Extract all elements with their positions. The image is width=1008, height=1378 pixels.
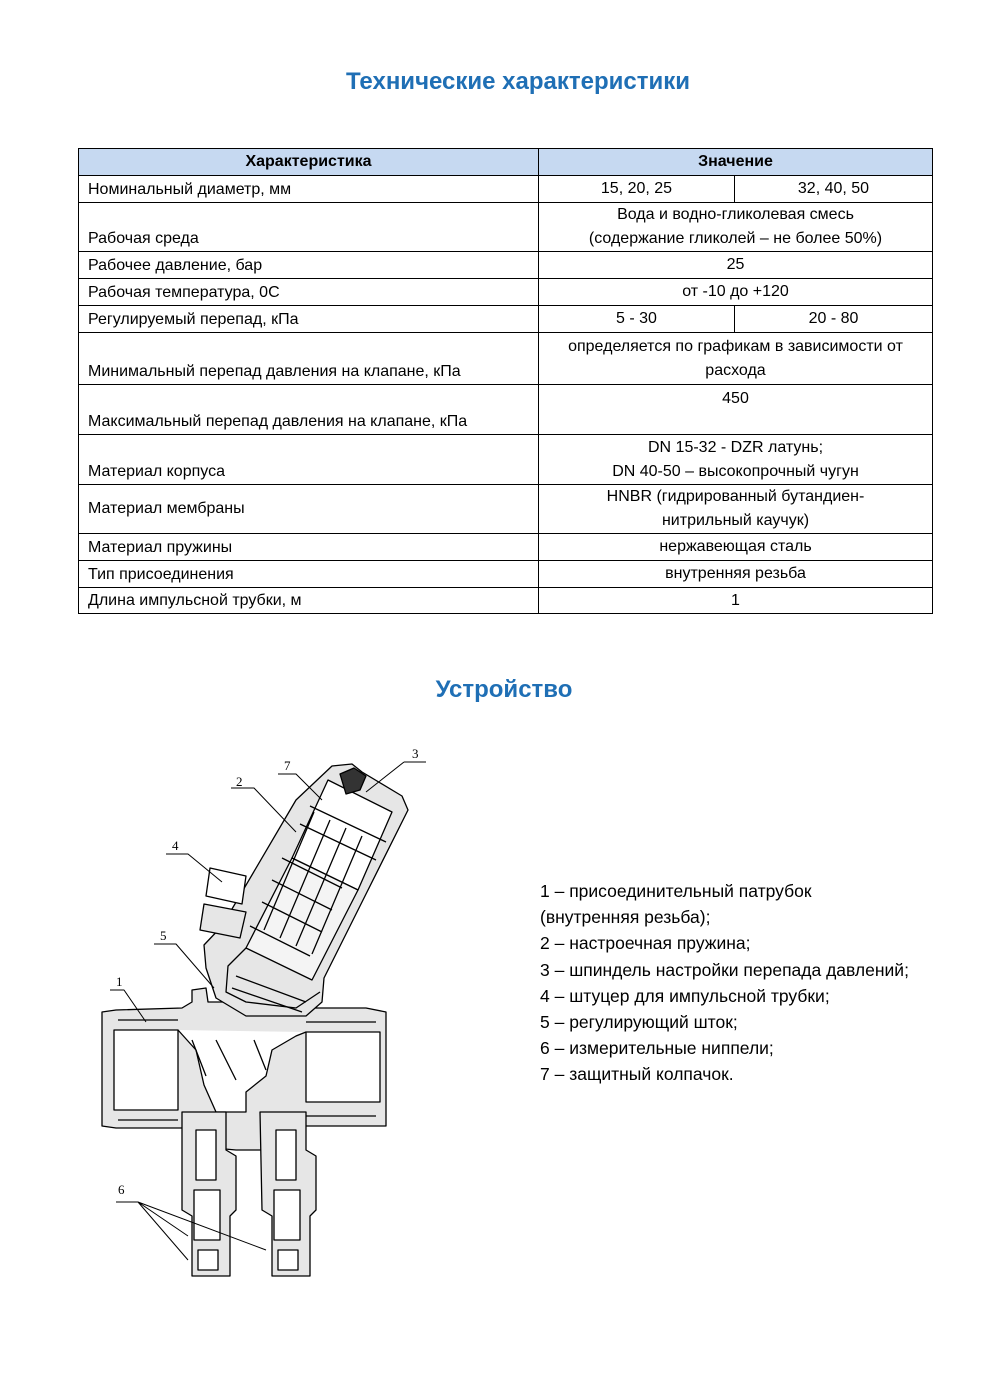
table-header-row <box>79 149 933 176</box>
value-line: Вода и водно-гликолевая смесь <box>617 206 854 223</box>
row-label: Рабочая среда <box>79 203 539 252</box>
value-line: расхода <box>705 361 766 379</box>
column-header-characteristic: Характеристика <box>79 149 539 176</box>
legend-item: 1 – присоединительный патрубок <box>540 881 812 901</box>
row-value: 1 <box>539 588 933 614</box>
row-value: нержавеющая сталь <box>539 534 933 561</box>
legend-item: (внутренняя резьба); <box>540 907 711 928</box>
value-line: (содержание гликолей – не более 50%) <box>588 230 883 247</box>
value-line: DN 15-32 - DZR латунь; <box>647 438 824 456</box>
table-row <box>79 252 933 279</box>
row-value: 32, 40, 50 <box>735 176 933 203</box>
row-label: Тип присоединения <box>79 561 539 588</box>
row-label: Материал мембраны <box>79 485 539 534</box>
row-label: Материал пружины <box>79 534 539 561</box>
table-row <box>79 306 933 333</box>
callout-4: 4 <box>172 838 179 853</box>
value-line: DN 40-50 – высокопрочный чугун <box>612 462 859 480</box>
impulse-tube-fitting <box>200 868 246 938</box>
callout-3: 3 <box>412 746 419 761</box>
table-row <box>79 176 933 203</box>
row-value <box>539 435 933 485</box>
row-label: Рабочая температура, 0С <box>79 279 539 306</box>
value-line: нитрильный каучук) <box>661 512 810 529</box>
legend-item: 7 – защитный колпачок. <box>540 1064 734 1085</box>
callout-5: 5 <box>160 928 167 943</box>
row-value: 450 <box>539 385 933 435</box>
callout-1: 1 <box>116 974 123 989</box>
valve-cross-section-drawing <box>96 740 436 1288</box>
row-label: Материал корпуса <box>79 435 539 485</box>
legend-item: 4 – штуцер для импульсной трубки; <box>540 985 830 1006</box>
table-row <box>79 534 933 561</box>
parts-legend <box>540 878 909 1088</box>
legend-item: 3 – шпиндель настройки перепада давлений; <box>540 959 909 980</box>
table-row <box>79 333 933 385</box>
legend-item: 6 – измерительные ниппели; <box>540 1038 774 1059</box>
row-value: 25 <box>539 252 933 279</box>
row-label: Регулируемый перепад, кПа <box>79 306 539 333</box>
specs-heading: Технические характеристики <box>345 68 691 95</box>
row-label: Рабочее давление, бар <box>79 252 539 279</box>
row-value <box>539 203 933 252</box>
row-label: Длина импульсной трубки, м <box>79 588 539 614</box>
device-heading: Устройство <box>435 676 573 703</box>
column-header-value: Значение <box>539 149 933 176</box>
table-row <box>79 485 933 534</box>
row-value: 15, 20, 25 <box>539 176 735 203</box>
value-line: определяется по графикам в зависимости от <box>568 337 903 355</box>
callout-2: 2 <box>236 774 243 789</box>
value-line: HNBR (гидрированный бутандиен- <box>606 488 865 505</box>
row-value: 20 - 80 <box>735 306 933 333</box>
row-label: Максимальный перепад давления на клапане, кПа <box>79 385 539 435</box>
legend-item: 5 – регулирующий шток; <box>540 1012 738 1033</box>
row-value: 5 - 30 <box>539 306 735 333</box>
row-value: внутренняя резьба <box>539 561 933 588</box>
table-row <box>79 279 933 306</box>
table-row <box>79 561 933 588</box>
table-row <box>79 588 933 614</box>
callout-7: 7 <box>284 758 291 773</box>
row-label: Номинальный диаметр, мм <box>79 176 539 203</box>
callout-6: 6 <box>118 1182 125 1197</box>
row-value <box>539 485 933 534</box>
row-label: Минимальный перепад давления на клапане, кПа <box>79 333 539 385</box>
specs-table <box>78 148 933 614</box>
table-row <box>79 385 933 435</box>
row-value <box>539 333 933 385</box>
table-row <box>79 203 933 252</box>
table-row <box>79 435 933 485</box>
row-value: от -10 до +120 <box>539 279 933 306</box>
legend-item: 2 – настроечная пружина; <box>540 933 751 954</box>
